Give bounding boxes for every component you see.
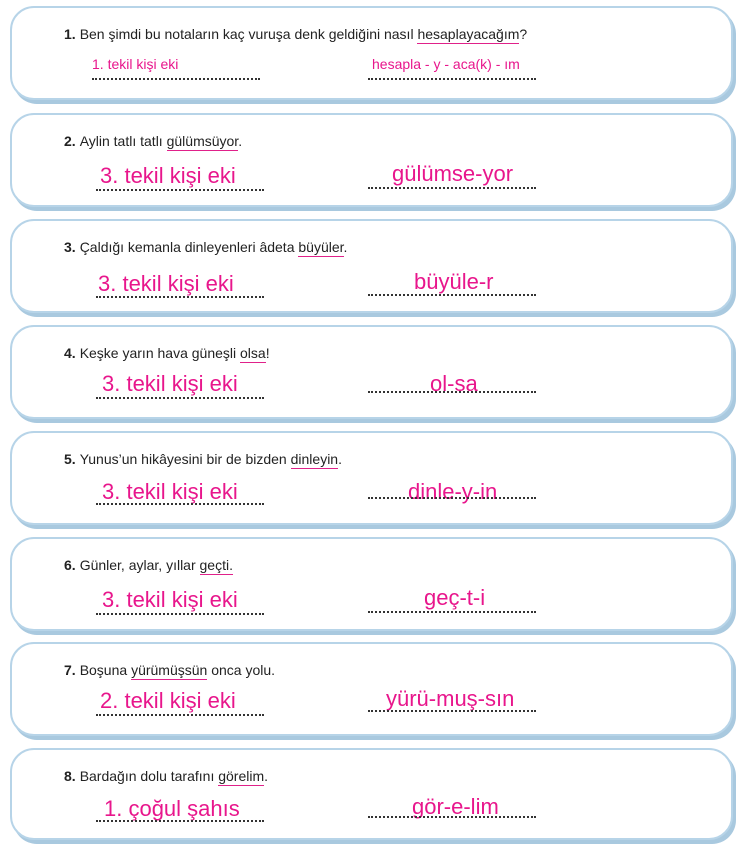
answer-suffix-1: 1. tekil kişi eki xyxy=(92,56,179,72)
answer-line-right xyxy=(368,710,536,712)
underlined-word: dinleyin xyxy=(290,451,339,467)
question-number: 3. xyxy=(64,239,76,255)
answer-line-right xyxy=(368,611,536,613)
exercise-card-2 xyxy=(10,113,733,207)
question-4 xyxy=(64,345,270,361)
question-text: Boşuna xyxy=(79,662,132,678)
exercise-card-5 xyxy=(10,431,733,525)
answer-suffix-7: 2. tekil kişi eki xyxy=(100,688,236,713)
question-1 xyxy=(64,26,527,42)
answer-split-5: dinle-y-in xyxy=(408,479,498,504)
answer-line-right xyxy=(368,816,536,818)
question-number: 5. xyxy=(64,451,76,467)
question-number: 2. xyxy=(64,133,76,149)
underlined-word: geçti. xyxy=(199,557,233,573)
answer-line-right xyxy=(368,497,536,499)
answer-line-left xyxy=(92,78,260,80)
question-number: 7. xyxy=(64,662,76,678)
question-text: Bardağın dolu tarafını xyxy=(79,768,219,784)
answer-line-right xyxy=(368,391,536,393)
question-text: Yunus’un hikâyesini bir de bizden xyxy=(79,451,291,467)
answer-suffix-5: 3. tekil kişi eki xyxy=(102,479,238,504)
question-3 xyxy=(64,239,347,255)
answer-split-6: geç-t-i xyxy=(424,585,486,610)
question-7 xyxy=(64,662,275,678)
answer-suffix-4: 3. tekil kişi eki xyxy=(102,371,238,396)
question-2 xyxy=(64,133,242,149)
question-punct: . xyxy=(264,768,269,784)
question-text: Aylin tatlı tatlı xyxy=(79,133,167,149)
answer-line-left xyxy=(96,613,264,615)
exercise-card-8 xyxy=(10,748,733,840)
answer-line-right xyxy=(368,78,536,80)
answer-line-left xyxy=(96,296,264,298)
question-text: Çaldığı kemanla dinleyenleri âdeta xyxy=(79,239,299,255)
answer-split-3: büyüle-r xyxy=(414,269,494,294)
answer-suffix-2: 3. tekil kişi eki xyxy=(100,163,236,188)
answer-split-2: gülümse-yor xyxy=(392,161,514,186)
answer-suffix-3: 3. tekil kişi eki xyxy=(98,271,234,296)
answer-line-left xyxy=(96,820,264,822)
question-text: Günler, aylar, yıllar xyxy=(79,557,200,573)
underlined-word: büyüler xyxy=(298,239,344,255)
question-punct: . xyxy=(338,451,342,467)
underlined-word: görelim xyxy=(218,768,265,784)
underlined-word: gülümsüyor xyxy=(166,133,239,149)
exercise-card-7 xyxy=(10,642,733,736)
question-number: 4. xyxy=(64,345,76,361)
question-number: 1. xyxy=(64,26,76,42)
question-text: Keşke yarın hava güneşli xyxy=(79,345,241,361)
exercise-card-1 xyxy=(10,6,733,100)
question-punct: onca yolu. xyxy=(207,662,276,678)
question-number: 6. xyxy=(64,557,76,573)
question-text: Ben şimdi bu notaların kaç vuruşa denk geldiğini nasıl xyxy=(79,26,418,42)
answer-suffix-8: 1. çoğul şahıs xyxy=(104,796,240,821)
question-5 xyxy=(64,451,342,467)
underlined-word: hesaplayacağım xyxy=(417,26,520,42)
question-number: 8. xyxy=(64,768,76,784)
answer-split-1: hesapla - y - aca(k) - ım xyxy=(372,56,520,72)
exercise-card-4 xyxy=(10,325,733,419)
underlined-word: olsa xyxy=(240,345,266,361)
answer-line-left xyxy=(96,714,264,716)
answer-split-8: gör-e-lim xyxy=(412,794,499,819)
answer-line-left xyxy=(96,397,264,399)
answer-line-right xyxy=(368,187,536,189)
exercise-card-3 xyxy=(10,219,733,313)
question-punct: . xyxy=(238,133,243,149)
underlined-word: yürümüşsün xyxy=(131,662,208,678)
question-6 xyxy=(64,557,233,573)
answer-line-right xyxy=(368,294,536,296)
exercise-card-6 xyxy=(10,537,733,631)
answer-split-4: ol-sa xyxy=(430,371,478,396)
answer-suffix-6: 3. tekil kişi eki xyxy=(102,587,238,612)
question-8 xyxy=(64,768,268,784)
question-punct: ? xyxy=(519,26,528,42)
answer-split-7: yürü-muş-sın xyxy=(386,686,515,711)
answer-line-left xyxy=(96,503,264,505)
question-punct: . xyxy=(343,239,348,255)
question-punct: ! xyxy=(265,345,270,361)
answer-line-left xyxy=(96,189,264,191)
